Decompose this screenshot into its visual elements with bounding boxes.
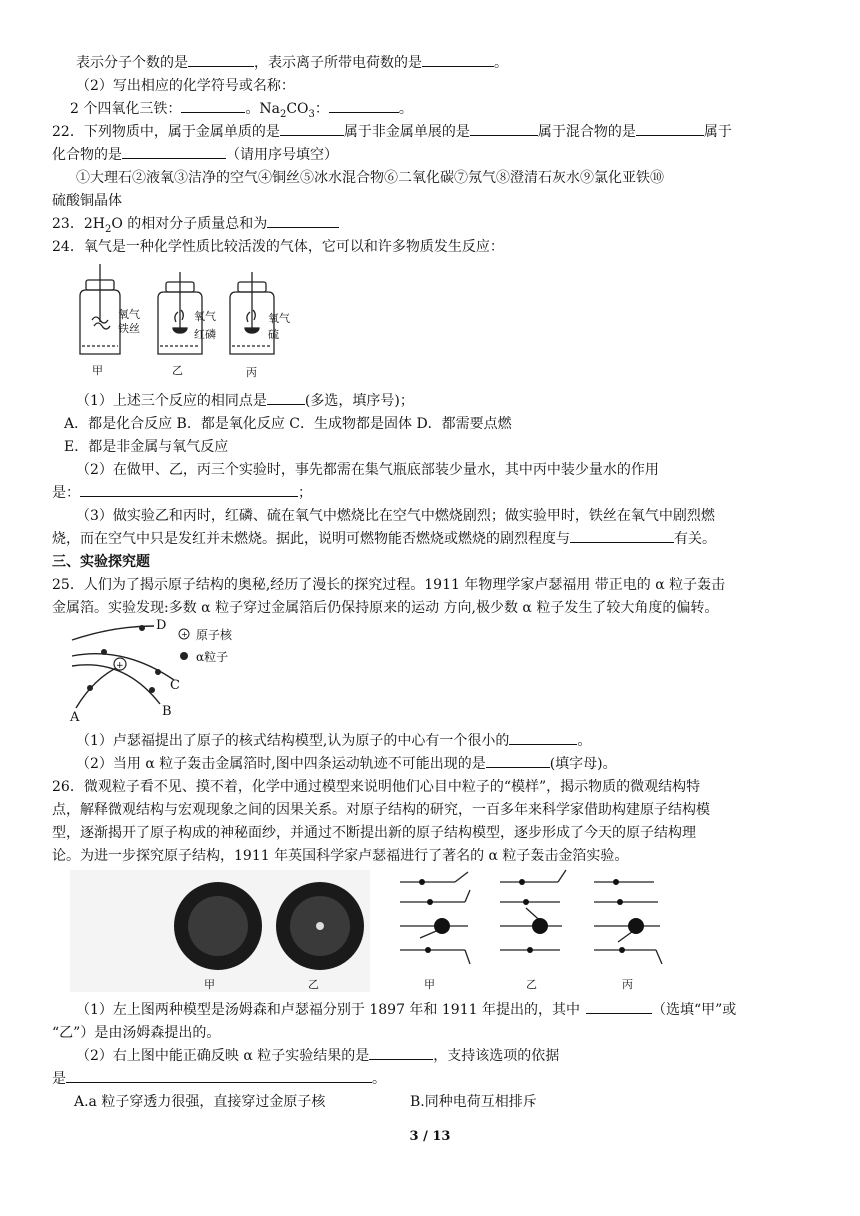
answer-blank[interactable] [509,730,577,745]
alpha-trajectory-figure [64,618,264,726]
q26-part1 [76,999,736,1021]
text: （请用序号填空） [226,147,338,163]
gas-jar-figure [72,262,322,380]
plus-glyph: + [116,661,124,671]
alpha-dot [419,879,425,885]
text: ，表示离子所带电荷数的是 [254,55,422,71]
label-a: A [70,710,80,725]
caption-model-jia: 甲 [204,978,215,991]
combustion-spoon [173,328,187,333]
q24-stem: 24．氧气是一种化学性质比较活泼的气体，它可以和许多物质发生反应： [52,239,504,255]
combustion-spoon [245,328,259,333]
q25-part1 [76,730,591,752]
q22-options-cont: 硫酸铜晶体 [52,193,122,209]
label-iron-wire: 铁丝 [118,322,140,335]
iron-wire-coil [92,317,110,329]
flame [175,310,183,322]
text: （1）上述三个反应的相同点是 [76,393,267,409]
q22-options: ①大理石②液氧③洁净的空气④铜丝⑤冰水混合物⑥二氧化碳⑦氖气⑧澄清石灰水⑨氯化亚铁⑩ [76,170,664,186]
page-number: 3 / 13 [409,1129,451,1144]
q26-part2-answer [52,1068,386,1090]
text: 是 [52,1071,66,1087]
q26-part2 [76,1045,559,1067]
q24-part2: （2）在做甲、乙，丙三个实验时，事先都需在集气瓶底部装少量水，其中丙中装少量水的作用 [76,462,659,478]
thomson-model-inner [188,896,248,956]
alpha-dot [619,947,625,953]
answer-blank[interactable] [329,98,399,113]
alpha-dot [523,899,529,905]
alpha-dot [427,899,433,905]
nucleus-icon [316,922,324,930]
plus-glyph: + [181,630,188,639]
text: 22．下列物质中，属于金属单质的是 [52,124,280,140]
answer-blank[interactable] [267,390,305,405]
answer-blank[interactable] [122,144,226,159]
text: （选填“甲”或 [651,1002,737,1018]
label-oxygen: 氧气 [194,310,216,323]
text: O 的相对分子质量总和为 [111,216,268,232]
alpha-dot [617,899,623,905]
q26-stem-2: 点，解释微观结构与宏观现象之间的因果关系。对原子结构的研究，一百多年来科学家借助构建原子结构模 [52,802,710,818]
answer-blank[interactable] [181,98,245,113]
subscript: 2 [104,223,112,235]
text: 23．2H [52,216,105,232]
q22-line1 [52,121,732,143]
label-oxygen: 氧气 [118,308,140,321]
q23 [52,213,339,235]
label-sulfur: 硫 [268,328,279,341]
text: 有关。 [674,531,716,547]
answer-blank[interactable] [66,1068,372,1083]
text: 。 [398,101,413,117]
answer-blank[interactable] [280,121,344,136]
q24-part3: （3）做实验乙和丙时，红磷、硫在氧气中燃烧比在空气中燃烧剧烈；做实验甲时，铁丝在氧气中剧烈燃 [76,508,715,524]
text: 烧，而在空气中只是发红并未燃烧。据此，说明可燃物能否燃烧或燃烧的剧烈程度与 [52,531,570,547]
text: （2）当用 α 粒子轰击金属箔时,图中四条运动轨迹不可能出现的是 [76,756,486,772]
answer-blank[interactable] [188,52,254,67]
text: 是： [52,485,80,501]
q24-part3-cont [52,528,716,550]
flame [247,310,255,322]
q21-part2: （2）写出相应的化学符号或名称： [76,78,295,94]
q21-line3 [70,98,413,120]
q24-part2-answer [52,482,312,504]
caption-bing: 丙 [246,366,257,379]
alpha-dot [527,947,533,953]
answer-blank[interactable] [486,753,550,768]
alpha-dot [519,879,525,885]
answer-blank[interactable] [570,528,674,543]
legend-alpha-icon [180,652,188,660]
text: 属于非金属单展的是 [343,124,470,140]
text: 。 [577,733,592,749]
q24-options-a-d: A．都是化合反应 B．都是氧化反应 C．生成物都是固体 D．都需要点燃 [64,416,512,432]
alpha-dot [155,669,161,675]
q26-stem-4: 论。为进一步探究原子结构，1911 年英国科学家卢瑟福进行了著名的 α 粒子轰击金箔实验。 [52,848,629,864]
answer-blank[interactable] [636,121,704,136]
q26-option-a: A.a 粒子穿透力很强，直接穿过金原子核 [74,1094,326,1110]
q26-stem-1: 26．微观粒子看不见、摸不着，化学中通过模型来说明他们心目中粒子的“模样”，揭示物质的微观结构特 [52,779,701,795]
caption-yi: 乙 [172,364,183,377]
q24-part1 [76,390,414,412]
alpha-dot [613,879,619,885]
q21-line1 [76,52,508,74]
q24-option-e: E．都是非金属与氧气反应 [64,439,229,455]
text: ，支持该选项的依据 [433,1048,560,1064]
alpha-dot [87,685,93,691]
text: ： [314,101,329,117]
text: (填字母)。 [549,756,617,772]
alpha-deflect [526,870,566,926]
text: 表示分子个数的是 [76,55,188,71]
answer-blank[interactable] [586,999,652,1014]
trajectory-a [76,666,120,708]
q25-stem-2: 金属箔。实验发现:多数 α 粒子穿过金属箔后仍保持原来的运动 方向,极少数 α 粒子发生了较大角度的偏转。 [52,600,719,616]
section-heading: 三、实验探究题 [52,554,150,570]
text: (多选，填序号)； [304,393,414,409]
text: 属于 [703,124,732,140]
q26-part1-cont: “乙”）是由汤姆森提出的。 [52,1025,221,1041]
caption-jia: 甲 [92,364,103,377]
text: 。Na [245,101,280,117]
text: （1）卢瑟福提出了原子的核式结构模型,认为原子的中心有一个很小的 [76,733,510,749]
text: 2 个四氧化三铁： [70,101,182,117]
subscript: 3 [308,108,315,120]
text: 。 [494,55,508,71]
answer-blank[interactable] [80,482,298,497]
label-oxygen: 氧气 [268,312,290,325]
text: （1）左上图两种模型是汤姆森和卢瑟福分别于 1897 年和 1911 年提出的，其中 [76,1002,580,1018]
answer-blank[interactable] [267,213,339,228]
atom-model-figure [70,868,670,996]
q25-part2 [76,753,617,775]
text: CO [286,101,309,117]
answer-blank[interactable] [369,1045,433,1060]
text: 化合物的是 [52,147,122,163]
text: ； [298,485,312,501]
q25-stem-1: 25．人们为了揭示原子结构的奥秘,经历了漫长的探究过程。1911 年物理学家卢瑟福用 带正电的 α 粒子轰击 [52,577,726,593]
nucleus-icon [434,918,450,934]
nucleus-icon [628,918,644,934]
q26-option-b: B.同种电荷互相排斥 [410,1094,537,1110]
subscript: 2 [279,108,287,120]
caption-path-yi: 乙 [526,978,537,991]
alpha-dot [149,687,155,693]
caption-path-bing: 丙 [622,978,633,991]
label-red-phosphorus: 红磷 [194,328,216,341]
label-d: D [156,618,167,633]
text: （2）右上图中能正确反映 α 粒子实验结果的是 [76,1048,370,1064]
alpha-dot [139,625,145,631]
label-c: C [170,678,180,693]
caption-path-jia: 甲 [424,978,435,991]
answer-blank[interactable] [470,121,538,136]
answer-blank[interactable] [422,52,494,67]
q22-line2 [52,144,338,166]
alpha-dot [425,947,431,953]
alpha-dot [101,649,107,655]
legend-alpha: α粒子 [196,650,229,664]
legend-nucleus: 原子核 [196,628,233,642]
nucleus-icon [532,918,548,934]
q26-stem-3: 型，逐渐揭开了原子构成的神秘面纱，并通过不断提出新的原子结构模型，逐步形成了今天的原子结构理 [52,825,696,841]
label-b: B [162,704,172,719]
atom-model-svg [70,868,670,996]
caption-model-yi: 乙 [308,978,319,991]
text: 属于混合物的是 [537,124,636,140]
text: 。 [372,1071,386,1087]
